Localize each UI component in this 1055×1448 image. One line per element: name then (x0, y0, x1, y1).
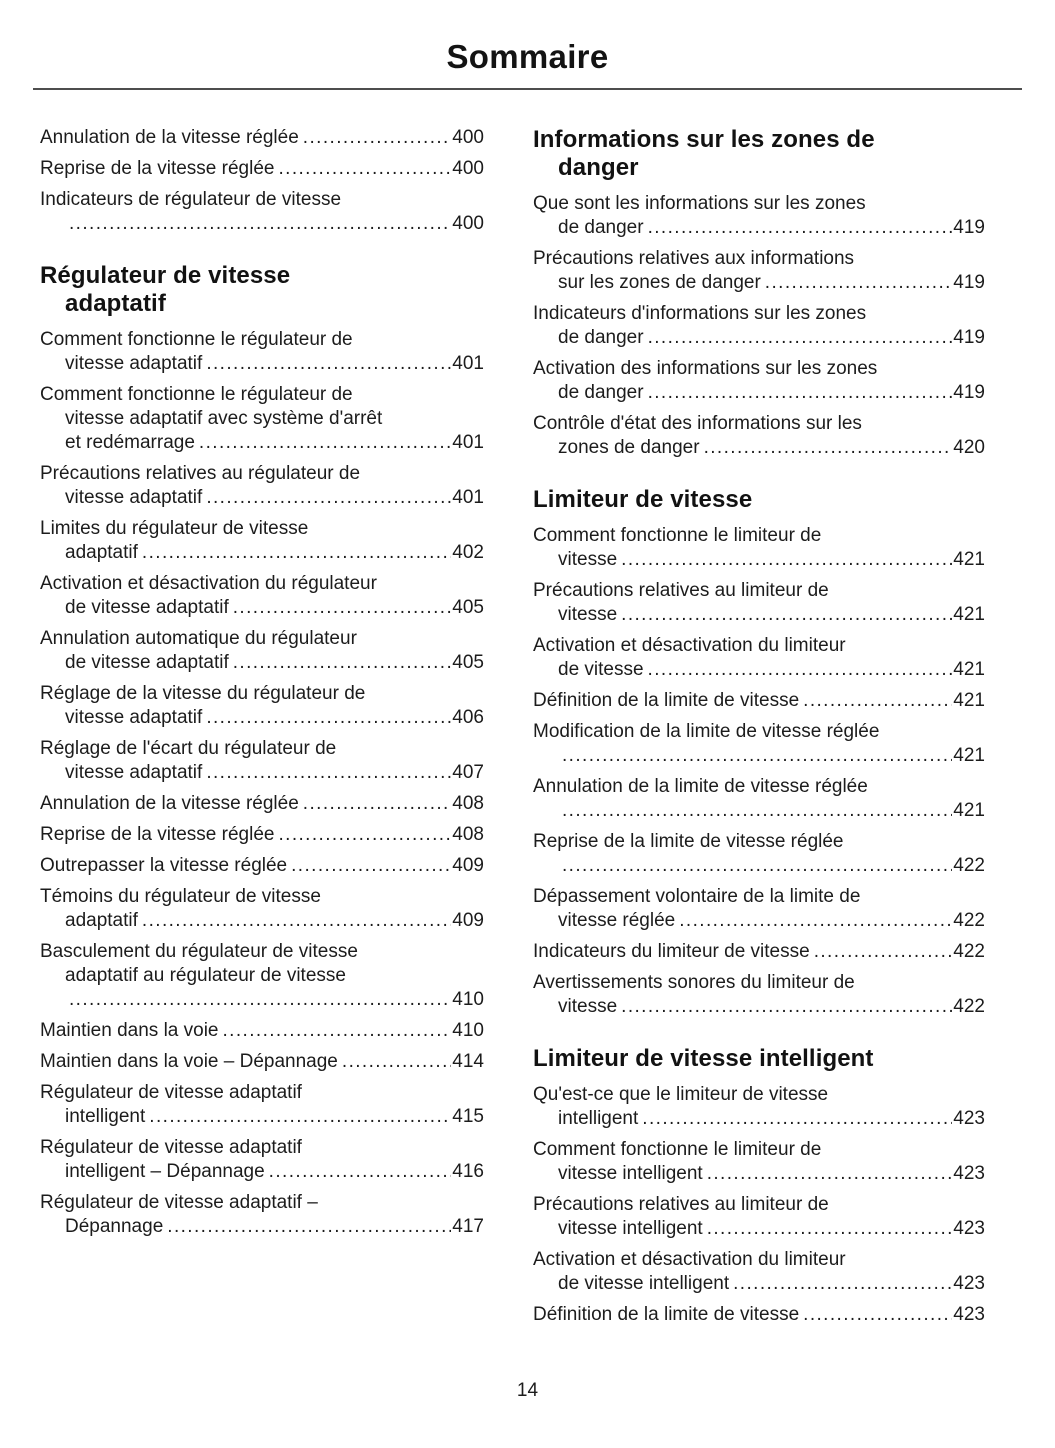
toc-entry-text: Définition de la limite de vitesse (533, 690, 800, 711)
toc-entry-text: vitesse adaptatif (65, 707, 203, 728)
toc-columns (33, 126, 1022, 1334)
dot-leader (562, 854, 952, 878)
toc-entry (40, 1081, 484, 1129)
title-rule (33, 88, 1022, 90)
toc-entry-text: vitesse adaptatif (65, 487, 203, 508)
toc-entry-page: 421 (953, 659, 985, 680)
dot-leader (233, 596, 452, 620)
toc-entry-lastline (40, 823, 484, 847)
toc-entry-line: Précautions relatives au limiteur de (533, 580, 829, 601)
toc-entry-lastline (40, 1050, 484, 1074)
dot-leader (291, 854, 451, 878)
toc-entry-page: 422 (953, 910, 985, 931)
toc-entry-text: zones de danger (558, 437, 700, 458)
toc-entry-page: 407 (452, 762, 484, 783)
toc-entry (40, 1136, 484, 1184)
toc-entry-page: 410 (452, 1020, 484, 1041)
dot-leader (648, 216, 953, 240)
page-number: 14 (516, 1380, 539, 1401)
toc-entry-text: Annulation de la vitesse réglée (40, 127, 299, 148)
dot-leader (642, 1107, 952, 1131)
toc-entry-lastline (40, 651, 484, 675)
dot-leader (733, 1272, 952, 1296)
toc-entry-text: de danger (558, 382, 644, 403)
toc-entry (40, 383, 484, 455)
toc-entry-lastline (533, 658, 985, 682)
toc-entry (40, 517, 484, 565)
toc-entry-text: de danger (558, 327, 644, 348)
toc-entry (40, 157, 484, 181)
toc-entry-lastline (40, 792, 484, 816)
dot-leader (562, 744, 952, 768)
toc-entry-lastline (533, 381, 985, 405)
dot-leader (167, 1215, 451, 1239)
dot-leader (142, 541, 451, 565)
toc-entry-page: 400 (452, 127, 484, 148)
toc-entry (533, 634, 985, 682)
toc-entry-lastline (40, 1105, 484, 1129)
toc-entry-page: 408 (452, 824, 484, 845)
toc-entry-lastline (40, 761, 484, 785)
toc-entry-page: 400 (452, 158, 484, 179)
toc-entry-lastline (40, 706, 484, 730)
dot-leader (648, 658, 953, 682)
toc-entry-page: 401 (452, 487, 484, 508)
toc-entry-lastline (40, 854, 484, 878)
toc-entry-line: Régulateur de vitesse adaptatif (40, 1137, 302, 1158)
toc-entry-line: Comment fonctionne le régulateur de (40, 384, 353, 405)
toc-entry-text: de danger (558, 217, 644, 238)
toc-entry-text: et redémarrage (65, 432, 195, 453)
section-heading-line: Limiteur de vitesse (533, 486, 753, 513)
toc-entry-page: 416 (452, 1161, 484, 1182)
toc-entry-text: Annulation de la vitesse réglée (40, 793, 299, 814)
toc-entry-page: 401 (452, 432, 484, 453)
page-footer (0, 1380, 1055, 1402)
toc-entry (40, 1191, 484, 1239)
toc-entry (533, 247, 985, 295)
toc-entry-page: 405 (452, 652, 484, 673)
toc-entry-text: Dépannage (65, 1216, 164, 1237)
toc-entry-line: vitesse adaptatif avec système d'arrêt (65, 408, 383, 429)
toc-entry-text: de vitesse adaptatif (65, 597, 229, 618)
toc-entry-text: vitesse (558, 996, 618, 1017)
toc-entry-text: Définition de la limite de vitesse (533, 1304, 800, 1325)
toc-entry-page: 409 (452, 855, 484, 876)
toc-entry-text: Maintien dans la voie (40, 1020, 219, 1041)
toc-entry-text: sur les zones de danger (558, 272, 761, 293)
toc-column-left (40, 126, 484, 1334)
toc-entry-page: 422 (953, 855, 985, 876)
toc-entry (533, 940, 985, 964)
toc-entry-line: Précautions relatives au limiteur de (533, 1194, 829, 1215)
toc-entry-lastline (40, 596, 484, 620)
toc-entry-lastline (40, 431, 484, 455)
toc-entry-lastline (40, 157, 484, 181)
toc-entry-lastline (533, 1162, 985, 1186)
toc-entry (533, 1083, 985, 1131)
dot-leader (233, 651, 452, 675)
page-title: Sommaire (446, 38, 609, 75)
toc-entry (533, 357, 985, 405)
toc-entry-page: 402 (452, 542, 484, 563)
toc-entry-line: Indicateurs d'informations sur les zones (533, 303, 867, 324)
toc-entry-line: Avertissements sonores du limiteur de (533, 972, 855, 993)
toc-entry (40, 737, 484, 785)
toc-entry-line: Comment fonctionne le régulateur de (40, 329, 353, 350)
toc-entry-lastline (40, 126, 484, 150)
section-heading-line: adaptatif (65, 290, 166, 317)
toc-entry-page: 409 (452, 910, 484, 931)
toc-entry-line: Activation et désactivation du régulateur (40, 573, 377, 594)
toc-entry-page: 421 (953, 604, 985, 625)
toc-entry-text: vitesse (558, 604, 618, 625)
toc-entry-page: 422 (953, 941, 985, 962)
toc-entry-page: 406 (452, 707, 484, 728)
toc-entry-lastline (533, 940, 985, 964)
toc-entry-line: Reprise de la limite de vitesse réglée (533, 831, 844, 852)
toc-entry-lastline (40, 1019, 484, 1043)
toc-entry-page: 400 (452, 213, 484, 234)
toc-entry-lastline (40, 486, 484, 510)
dot-leader (648, 381, 953, 405)
toc-entry-lastline (533, 1107, 985, 1131)
dot-leader (814, 940, 953, 964)
toc-column-right (533, 126, 985, 1334)
toc-entry (40, 682, 484, 730)
toc-entry-line: Comment fonctionne le limiteur de (533, 525, 822, 546)
dot-leader (648, 326, 953, 350)
dot-leader (303, 792, 452, 816)
toc-entry-line: Limites du régulateur de vitesse (40, 518, 309, 539)
toc-entry-page: 422 (953, 996, 985, 1017)
toc-entry-text: adaptatif (65, 542, 138, 563)
toc-entry (40, 462, 484, 510)
toc-entry (40, 1019, 484, 1043)
dot-leader (679, 909, 952, 933)
toc-entry-text: vitesse adaptatif (65, 762, 203, 783)
dot-leader (707, 1162, 953, 1186)
toc-entry-text: Reprise de la vitesse réglée (40, 158, 275, 179)
toc-entry (533, 689, 985, 713)
toc-entry (533, 1138, 985, 1186)
toc-entry-page: 423 (953, 1273, 985, 1294)
toc-entry-lastline (533, 548, 985, 572)
toc-entry-text: vitesse (558, 549, 618, 570)
toc-entry-line: Réglage de l'écart du régulateur de (40, 738, 337, 759)
toc-entry-lastline (533, 995, 985, 1019)
toc-entry-text: de vitesse (558, 659, 644, 680)
toc-entry-page: 423 (953, 1163, 985, 1184)
toc-entry (533, 971, 985, 1019)
dot-leader (223, 1019, 452, 1043)
dot-leader (621, 603, 952, 627)
dot-leader (69, 988, 451, 1012)
toc-entry-page: 421 (953, 690, 985, 711)
toc-entry-lastline (533, 271, 985, 295)
dot-leader (206, 352, 451, 376)
toc-entry-text: intelligent (65, 1106, 146, 1127)
toc-entry-text: vitesse réglée (558, 910, 676, 931)
toc-entry-text: intelligent – Dépannage (65, 1161, 265, 1182)
toc-entry-line: Témoins du régulateur de vitesse (40, 886, 321, 907)
toc-entry-line: Qu'est-ce que le limiteur de vitesse (533, 1084, 829, 1105)
toc-entry-lastline (533, 1217, 985, 1241)
toc-entry (533, 830, 985, 878)
toc-entry (533, 192, 985, 240)
toc-entry-text: Maintien dans la voie – Dépannage (40, 1051, 338, 1072)
toc-entry-page: 410 (452, 989, 484, 1010)
dot-leader (206, 761, 451, 785)
dot-leader (765, 271, 953, 295)
dot-leader (342, 1050, 451, 1074)
toc-entry-text: Reprise de la vitesse réglée (40, 824, 275, 845)
toc-entry-lastline (533, 854, 985, 878)
toc-entry (40, 328, 484, 376)
toc-entry-page: 423 (953, 1218, 985, 1239)
section-heading (40, 262, 484, 318)
dot-leader (278, 157, 451, 181)
toc-entry (40, 126, 484, 150)
section-heading-line: Limiteur de vitesse intelligent (533, 1045, 874, 1072)
dot-leader (803, 689, 952, 713)
dot-leader (704, 436, 953, 460)
dot-leader (303, 126, 452, 150)
dot-leader (278, 823, 451, 847)
toc-entry-text: Outrepasser la vitesse réglée (40, 855, 288, 876)
toc-entry-line: Annulation de la limite de vitesse réglée (533, 776, 868, 797)
dot-leader (707, 1217, 953, 1241)
toc-entry (40, 854, 484, 878)
toc-entry-text: vitesse adaptatif (65, 353, 203, 374)
toc-entry-line: Précautions relatives au régulateur de (40, 463, 361, 484)
toc-entry-line: Activation des informations sur les zones (533, 358, 878, 379)
toc-entry (533, 1193, 985, 1241)
dot-leader (149, 1105, 451, 1129)
dot-leader (199, 431, 451, 455)
toc-entry-page: 408 (452, 793, 484, 814)
toc-entry-lastline (40, 541, 484, 565)
toc-entry-line: Contrôle d'état des informations sur les (533, 413, 862, 434)
toc-entry-lastline (533, 799, 985, 823)
toc-entry (40, 940, 484, 1012)
toc-entry-line: Annulation automatique du régulateur (40, 628, 357, 649)
toc-entry (533, 885, 985, 933)
toc-entry-line: Dépassement volontaire de la limite de (533, 886, 861, 907)
toc-entry-text: adaptatif (65, 910, 138, 931)
toc-entry (533, 1303, 985, 1327)
toc-entry (40, 188, 484, 236)
toc-entry (533, 579, 985, 627)
toc-entry (533, 720, 985, 768)
toc-entry (533, 412, 985, 460)
toc-entry-line: Réglage de la vitesse du régulateur de (40, 683, 366, 704)
dot-leader (206, 486, 451, 510)
toc-entry-line: Basculement du régulateur de vitesse (40, 941, 358, 962)
toc-entry-line: Modification de la limite de vitesse réglée (533, 721, 880, 742)
section-heading-line: Informations sur les zones de (533, 126, 875, 153)
toc-entry (40, 792, 484, 816)
toc-entry-line: Activation et désactivation du limiteur (533, 635, 846, 656)
toc-entry (40, 1050, 484, 1074)
dot-leader (562, 799, 952, 823)
toc-entry-lastline (40, 1215, 484, 1239)
toc-entry-page: 417 (452, 1216, 484, 1237)
toc-entry-line: adaptatif au régulateur de vitesse (65, 965, 346, 986)
dot-leader (206, 706, 451, 730)
section-heading-line: danger (558, 154, 639, 181)
toc-entry (533, 775, 985, 823)
toc-entry-page: 419 (953, 272, 985, 293)
toc-entry-text: intelligent (558, 1108, 639, 1129)
toc-entry (533, 524, 985, 572)
dot-leader (142, 909, 451, 933)
toc-entry-lastline (40, 909, 484, 933)
toc-entry (533, 302, 985, 350)
toc-entry (533, 1248, 985, 1296)
toc-entry-line: Activation et désactivation du limiteur (533, 1249, 846, 1270)
toc-entry (40, 572, 484, 620)
toc-entry-lastline (533, 1272, 985, 1296)
section-heading (533, 486, 985, 514)
toc-entry-text: vitesse intelligent (558, 1163, 703, 1184)
toc-entry-page: 421 (953, 549, 985, 570)
toc-entry-line: Régulateur de vitesse adaptatif (40, 1082, 302, 1103)
dot-leader (69, 212, 451, 236)
toc-entry-line: Indicateurs de régulateur de vitesse (40, 189, 342, 210)
dot-leader (621, 995, 952, 1019)
toc-entry-lastline (533, 216, 985, 240)
toc-entry-text: Indicateurs du limiteur de vitesse (533, 941, 810, 962)
toc-entry-text: de vitesse adaptatif (65, 652, 229, 673)
toc-entry-text: vitesse intelligent (558, 1218, 703, 1239)
section-heading-line: Régulateur de vitesse (40, 262, 291, 289)
page-header (33, 38, 1022, 90)
toc-entry-lastline (533, 909, 985, 933)
toc-entry-line: Régulateur de vitesse adaptatif – (40, 1192, 318, 1213)
toc-entry-page: 419 (953, 217, 985, 238)
toc-entry (40, 823, 484, 847)
toc-entry-lastline (533, 436, 985, 460)
toc-entry-text: de vitesse intelligent (558, 1273, 730, 1294)
dot-leader (621, 548, 952, 572)
toc-entry-page: 423 (953, 1304, 985, 1325)
toc-entry-page: 405 (452, 597, 484, 618)
dot-leader (269, 1160, 452, 1184)
toc-entry-lastline (533, 603, 985, 627)
toc-entry-lastline (40, 988, 484, 1012)
toc-entry-lastline (533, 744, 985, 768)
toc-entry-lastline (533, 689, 985, 713)
toc-entry-line: Que sont les informations sur les zones (533, 193, 866, 214)
toc-entry-lastline (533, 1303, 985, 1327)
toc-entry-page: 423 (953, 1108, 985, 1129)
toc-entry-page: 401 (452, 353, 484, 374)
toc-entry-page: 415 (452, 1106, 484, 1127)
toc-entry-lastline (40, 212, 484, 236)
toc-entry-page: 419 (953, 327, 985, 348)
toc-entry-lastline (40, 352, 484, 376)
toc-entry (40, 885, 484, 933)
toc-entry-lastline (40, 1160, 484, 1184)
section-heading (533, 126, 985, 182)
toc-entry-page: 414 (452, 1051, 484, 1072)
toc-entry-line: Précautions relatives aux informations (533, 248, 855, 269)
toc-entry-page: 419 (953, 382, 985, 403)
toc-entry-page: 421 (953, 800, 985, 821)
dot-leader (803, 1303, 952, 1327)
toc-entry-lastline (533, 326, 985, 350)
toc-entry-line: Comment fonctionne le limiteur de (533, 1139, 822, 1160)
section-heading (533, 1045, 985, 1073)
toc-entry-page: 421 (953, 745, 985, 766)
toc-entry-page: 420 (953, 437, 985, 458)
toc-entry (40, 627, 484, 675)
